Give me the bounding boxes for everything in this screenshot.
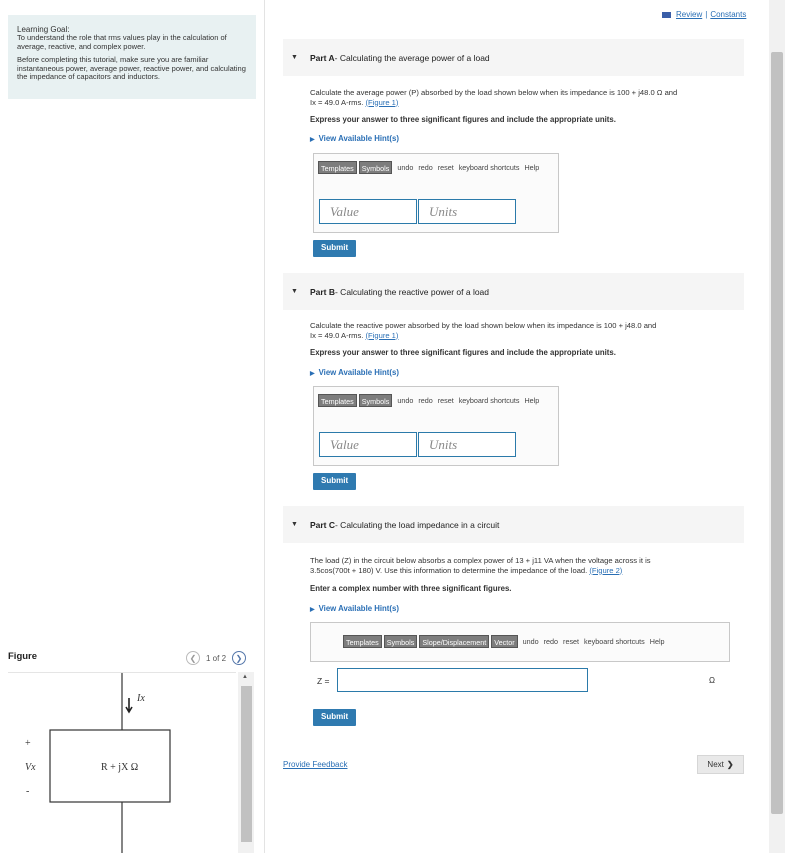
header-links bbox=[662, 10, 746, 19]
part-a-submit-button[interactable]: Submit bbox=[313, 240, 356, 257]
review-link[interactable]: Review bbox=[676, 10, 703, 19]
part-b-instruction: Express your answer to three significant figures and include the appropriate units. bbox=[310, 348, 616, 357]
part-c-title: - Calculating the load impedance in a circuit bbox=[334, 519, 500, 530]
part-c-instruction: Enter a complex number with three significant figures. bbox=[310, 584, 512, 593]
part-a-hint-toggle[interactable] bbox=[310, 134, 399, 143]
part-a-header[interactable] bbox=[283, 39, 744, 76]
templates-button[interactable]: Templates bbox=[318, 394, 357, 407]
part-a-question-line2: Ix = 49.0 A-rms. bbox=[310, 97, 364, 107]
part-a-answer-box bbox=[313, 153, 559, 233]
help-button[interactable]: Help bbox=[524, 395, 540, 405]
current-label: Ix bbox=[137, 693, 145, 704]
collapse-triangle-icon: ▼ bbox=[291, 521, 298, 528]
part-c-header[interactable] bbox=[283, 506, 744, 543]
symbols-button[interactable]: Symbols bbox=[359, 394, 393, 407]
undo-button[interactable]: undo bbox=[397, 395, 414, 405]
plus-sign: + bbox=[25, 738, 31, 749]
vector-button[interactable]: Vector bbox=[491, 635, 517, 648]
reset-button[interactable]: reset bbox=[563, 636, 580, 646]
part-c-question bbox=[310, 556, 750, 575]
page-scrollbar-thumb[interactable] bbox=[771, 52, 783, 814]
part-c-question-line1: The load (Z) in the circuit below absorbs a complex power of 13 + j11 VA when the voltage across it is bbox=[310, 556, 651, 565]
figure-scrollbar-thumb[interactable] bbox=[241, 686, 252, 842]
undo-button[interactable]: undo bbox=[397, 162, 414, 172]
part-b-hint-toggle[interactable] bbox=[310, 368, 399, 377]
expand-triangle-icon: ▶ bbox=[310, 607, 315, 613]
redo-button[interactable]: redo bbox=[418, 395, 433, 405]
part-c-figure-link[interactable]: (Figure 2) bbox=[589, 565, 623, 575]
voltage-label: Vx bbox=[25, 762, 36, 773]
templates-button[interactable]: Templates bbox=[343, 635, 382, 648]
keyboard-shortcuts-button[interactable]: keyboard shortcuts bbox=[458, 395, 520, 405]
current-arrow-icon bbox=[126, 698, 132, 712]
chevron-right-icon: ❯ bbox=[235, 653, 243, 663]
part-a-question bbox=[310, 88, 750, 107]
part-c-answer-box bbox=[310, 622, 730, 662]
slope-displacement-button[interactable]: Slope/Displacement bbox=[419, 635, 489, 648]
expand-triangle-icon: ▶ bbox=[310, 137, 315, 143]
minus-sign: - bbox=[26, 786, 30, 797]
part-a-title: - Calculating the average power of a load bbox=[334, 52, 490, 63]
part-c-hint-label: View Available Hint(s) bbox=[318, 604, 399, 613]
part-b-hint-label: View Available Hint(s) bbox=[318, 368, 399, 377]
help-button[interactable]: Help bbox=[524, 162, 540, 172]
collapse-triangle-icon: ▼ bbox=[291, 54, 298, 61]
next-label: Next bbox=[707, 760, 724, 769]
part-a-question-line1: Calculate the average power (P) absorbed by the load shown below when its impedance is 100 + j48.0 Ω and bbox=[310, 88, 678, 97]
part-b-question-line2: Ix = 49.0 A-rms. bbox=[310, 330, 364, 340]
z-input[interactable] bbox=[337, 668, 588, 692]
expand-triangle-icon: ▶ bbox=[310, 371, 315, 377]
redo-button[interactable]: redo bbox=[418, 162, 433, 172]
part-a-instruction: Express your answer to three significant figures and include the appropriate units. bbox=[310, 115, 616, 124]
part-b-title: - Calculating the reactive power of a load bbox=[334, 286, 490, 297]
learning-goal-preface: Before completing this tutorial, make sure you are familiar instantaneous power, average power, reactive power, and calculating the impedance of capacitors and inductors. bbox=[17, 55, 246, 81]
figure-title: Figure bbox=[8, 651, 38, 662]
figure-area bbox=[8, 672, 236, 853]
reset-button[interactable]: reset bbox=[437, 395, 454, 405]
part-a-toolbar bbox=[314, 154, 558, 176]
part-c-label: Part C bbox=[309, 519, 335, 530]
part-c-hint-toggle[interactable] bbox=[310, 604, 399, 613]
chevron-left-icon: ❮ bbox=[189, 653, 197, 663]
impedance-label: R + jX Ω bbox=[101, 762, 139, 773]
value-input[interactable]: Value bbox=[319, 432, 417, 457]
units-input[interactable]: Units bbox=[418, 432, 516, 457]
part-c-toolbar bbox=[311, 623, 729, 645]
part-c-question-line2: 3.5cos(700t + 180) V. Use this information to determine the impedance of the load. bbox=[310, 565, 588, 575]
review-icon bbox=[662, 12, 671, 18]
units-input[interactable]: Units bbox=[418, 199, 516, 224]
circuit-diagram bbox=[8, 673, 236, 853]
collapse-triangle-icon: ▼ bbox=[291, 288, 298, 295]
chevron-right-icon: ❯ bbox=[726, 760, 734, 769]
link-separator: | bbox=[705, 10, 708, 19]
part-a-label: Part A bbox=[309, 52, 335, 63]
panel-divider bbox=[264, 0, 265, 853]
part-a-hint-label: View Available Hint(s) bbox=[318, 134, 399, 143]
z-label: Z = bbox=[317, 676, 330, 686]
part-b-toolbar bbox=[314, 387, 558, 409]
part-b-label: Part B bbox=[309, 286, 335, 297]
reset-button[interactable]: reset bbox=[437, 162, 454, 172]
part-c-submit-button[interactable]: Submit bbox=[313, 709, 356, 726]
undo-button[interactable]: undo bbox=[522, 636, 539, 646]
part-b-header[interactable] bbox=[283, 273, 744, 310]
next-button[interactable] bbox=[697, 755, 744, 774]
ohm-unit: Ω bbox=[709, 676, 715, 685]
previous-figure-button[interactable] bbox=[186, 651, 200, 665]
part-b-figure-link[interactable]: (Figure 1) bbox=[365, 330, 399, 340]
figure-pager bbox=[186, 651, 246, 665]
symbols-button[interactable]: Symbols bbox=[384, 635, 418, 648]
keyboard-shortcuts-button[interactable]: keyboard shortcuts bbox=[584, 636, 645, 646]
part-a-figure-link[interactable]: (Figure 1) bbox=[365, 97, 399, 107]
figure-page-count: 1 of 2 bbox=[206, 653, 227, 663]
learning-goal-heading: Learning Goal: bbox=[17, 25, 70, 34]
provide-feedback-link[interactable]: Provide Feedback bbox=[283, 760, 348, 769]
redo-button[interactable]: redo bbox=[543, 636, 559, 646]
part-b-question-line1: Calculate the reactive power absorbed by the load shown below when its impedance is 100 + j48.0 and bbox=[310, 321, 657, 330]
learning-goal-box bbox=[8, 15, 256, 99]
part-b-question bbox=[310, 321, 750, 340]
scroll-up-icon[interactable]: ▲ bbox=[242, 674, 248, 680]
value-input[interactable]: Value bbox=[319, 199, 417, 224]
templates-button[interactable]: Templates bbox=[318, 161, 357, 174]
help-button[interactable]: Help bbox=[649, 636, 665, 646]
keyboard-shortcuts-button[interactable]: keyboard shortcuts bbox=[458, 162, 520, 172]
learning-goal-text: To understand the role that rms values play in the calculation of average, reactive, and complex power. bbox=[17, 33, 227, 51]
symbols-button[interactable]: Symbols bbox=[359, 161, 393, 174]
next-figure-button[interactable] bbox=[232, 651, 246, 665]
part-b-answer-box bbox=[313, 386, 559, 466]
part-b-submit-button[interactable]: Submit bbox=[313, 473, 356, 490]
constants-link[interactable]: Constants bbox=[710, 10, 747, 19]
